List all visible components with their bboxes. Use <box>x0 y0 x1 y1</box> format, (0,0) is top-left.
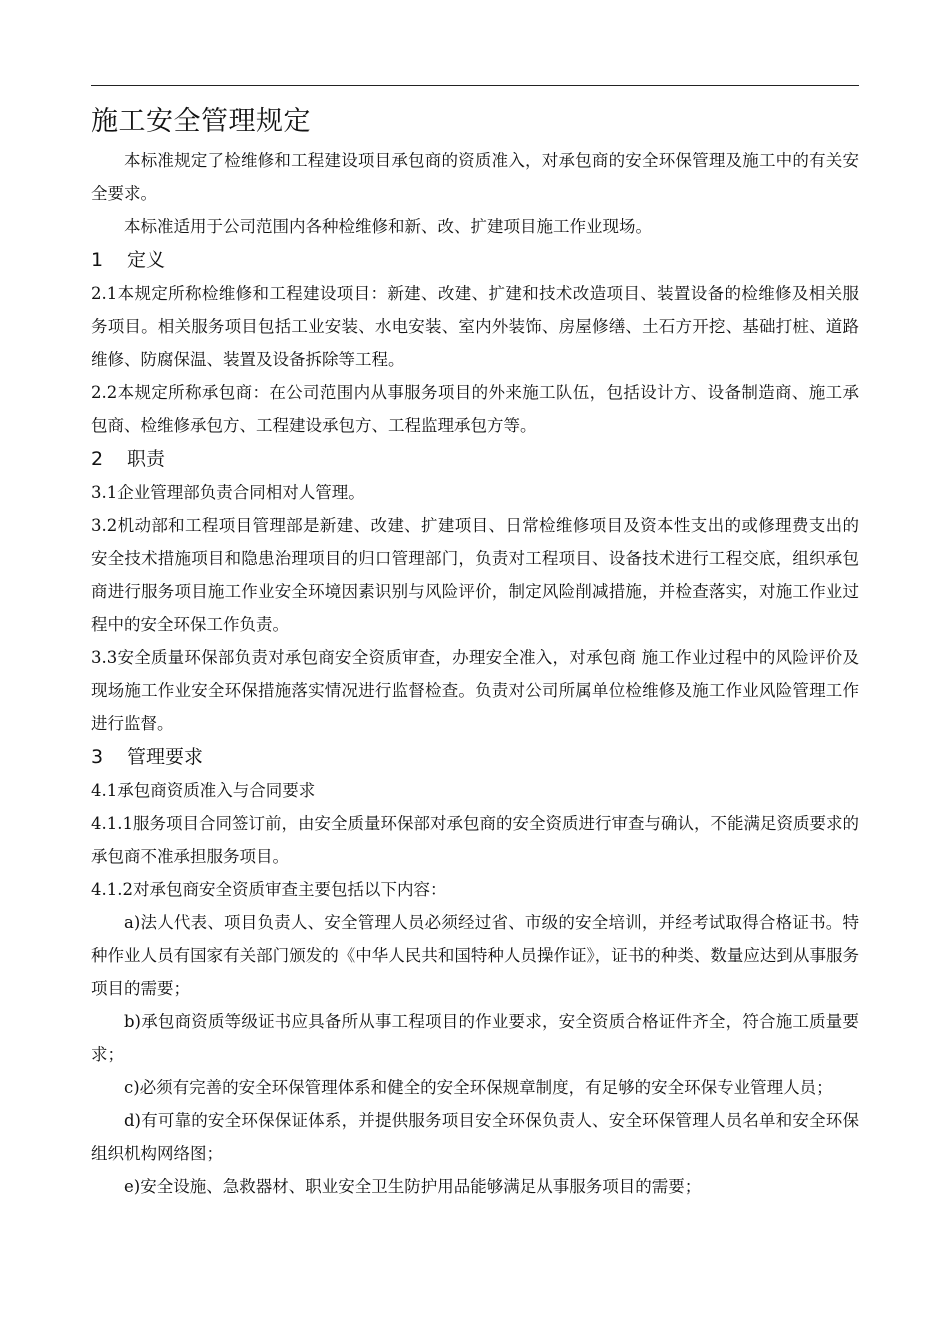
section-number: 3 <box>91 746 104 768</box>
clause-paragraph: 2.2本规定所称承包商：在公司范围内从事服务项目的外来施工队伍，包括设计方、设备制造商、施工承包商、检维修承包方、工程建设承包方、工程监理承包方等。 <box>91 383 859 435</box>
clause-paragraph: 4.1.2对承包商安全资质审查主要包括以下内容： <box>91 880 447 899</box>
list-item: b)承包商资质等级证书应具备所从事工程项目的作业要求，安全资质合格证件齐全，符合施工质量要求； <box>91 1012 859 1064</box>
section-title: 定义 <box>127 249 166 271</box>
section-number: 2 <box>91 448 104 470</box>
document-body <box>91 100 859 1203</box>
list-item: e)安全设施、急救器材、职业安全卫生防护用品能够满足从事服务项目的需要； <box>124 1177 702 1196</box>
document-title: 施工安全管理规定 <box>91 106 311 137</box>
header-rule <box>91 85 859 86</box>
section-title: 管理要求 <box>127 746 204 768</box>
section-heading <box>91 243 859 277</box>
clause-paragraph: 3.3安全质量环保部负责对承包商安全资质审查，办理安全准入，对承包商 施工作业过程中的风险评价及现场施工作业安全环保措施落实情况进行监督检查。负责对公司所属单位检维修及施工作业风险管理工作进行监督。 <box>91 648 859 733</box>
clause-paragraph: 4.1承包商资质准入与合同要求 <box>91 781 316 800</box>
intro-paragraph: 本标准规定了检维修和工程建设项目承包商的资质准入，对承包商的安全环保管理及施工中的有关安全要求。 <box>91 151 859 203</box>
section-number: 1 <box>91 249 104 271</box>
list-item: a)法人代表、项目负责人、安全管理人员必须经过省、市级的安全培训，并经考试取得合格证书。特种作业人员有国家有关部门颁发的《中华人民共和国特种人员操作证》，证书的种类、数量应达到从事服务项目的需要； <box>91 913 859 998</box>
clause-paragraph: 3.1企业管理部负责合同相对人管理。 <box>91 483 365 502</box>
list-item: d)有可靠的安全环保保证体系，并提供服务项目安全环保负责人、安全环保管理人员名单和安全环保组织机构网络图； <box>91 1111 859 1163</box>
clause-paragraph: 4.1.1服务项目合同签订前，由安全质量环保部对承包商的安全资质进行审查与确认，不能满足资质要求的承包商不准承担服务项目。 <box>91 814 859 866</box>
list-item: c)必须有完善的安全环保管理体系和健全的安全环保规章制度，有足够的安全环保专业管理人员； <box>124 1078 833 1097</box>
clause-paragraph: 3.2机动部和工程项目管理部是新建、改建、扩建项目、日常检维修项目及资本性支出的或修理费支出的安全技术措施项目和隐患治理项目的归口管理部门，负责对工程项目、设备技术进行工程交底，组织承包商进行服务项目施工作业安全环境因素识别与风险评价，制定风险削减措施，并检查落实，对施工作业过程中的安全环保工作负责。 <box>91 516 859 634</box>
section-title: 职责 <box>127 448 166 470</box>
intro-paragraph: 本标准适用于公司范围内各种检维修和新、改、扩建项目施工作业现场。 <box>124 217 652 236</box>
clause-paragraph: 2.1本规定所称检维修和工程建设项目：新建、改建、扩建和技术改造项目、装置设备的检维修及相关服务项目。相关服务项目包括工业安装、水电安装、室内外装饰、房屋修缮、土石方开挖、基础打桩、道路维修、防腐保温、装置及设备拆除等工程。 <box>91 284 859 369</box>
section-heading <box>91 740 859 774</box>
section-heading <box>91 442 859 476</box>
